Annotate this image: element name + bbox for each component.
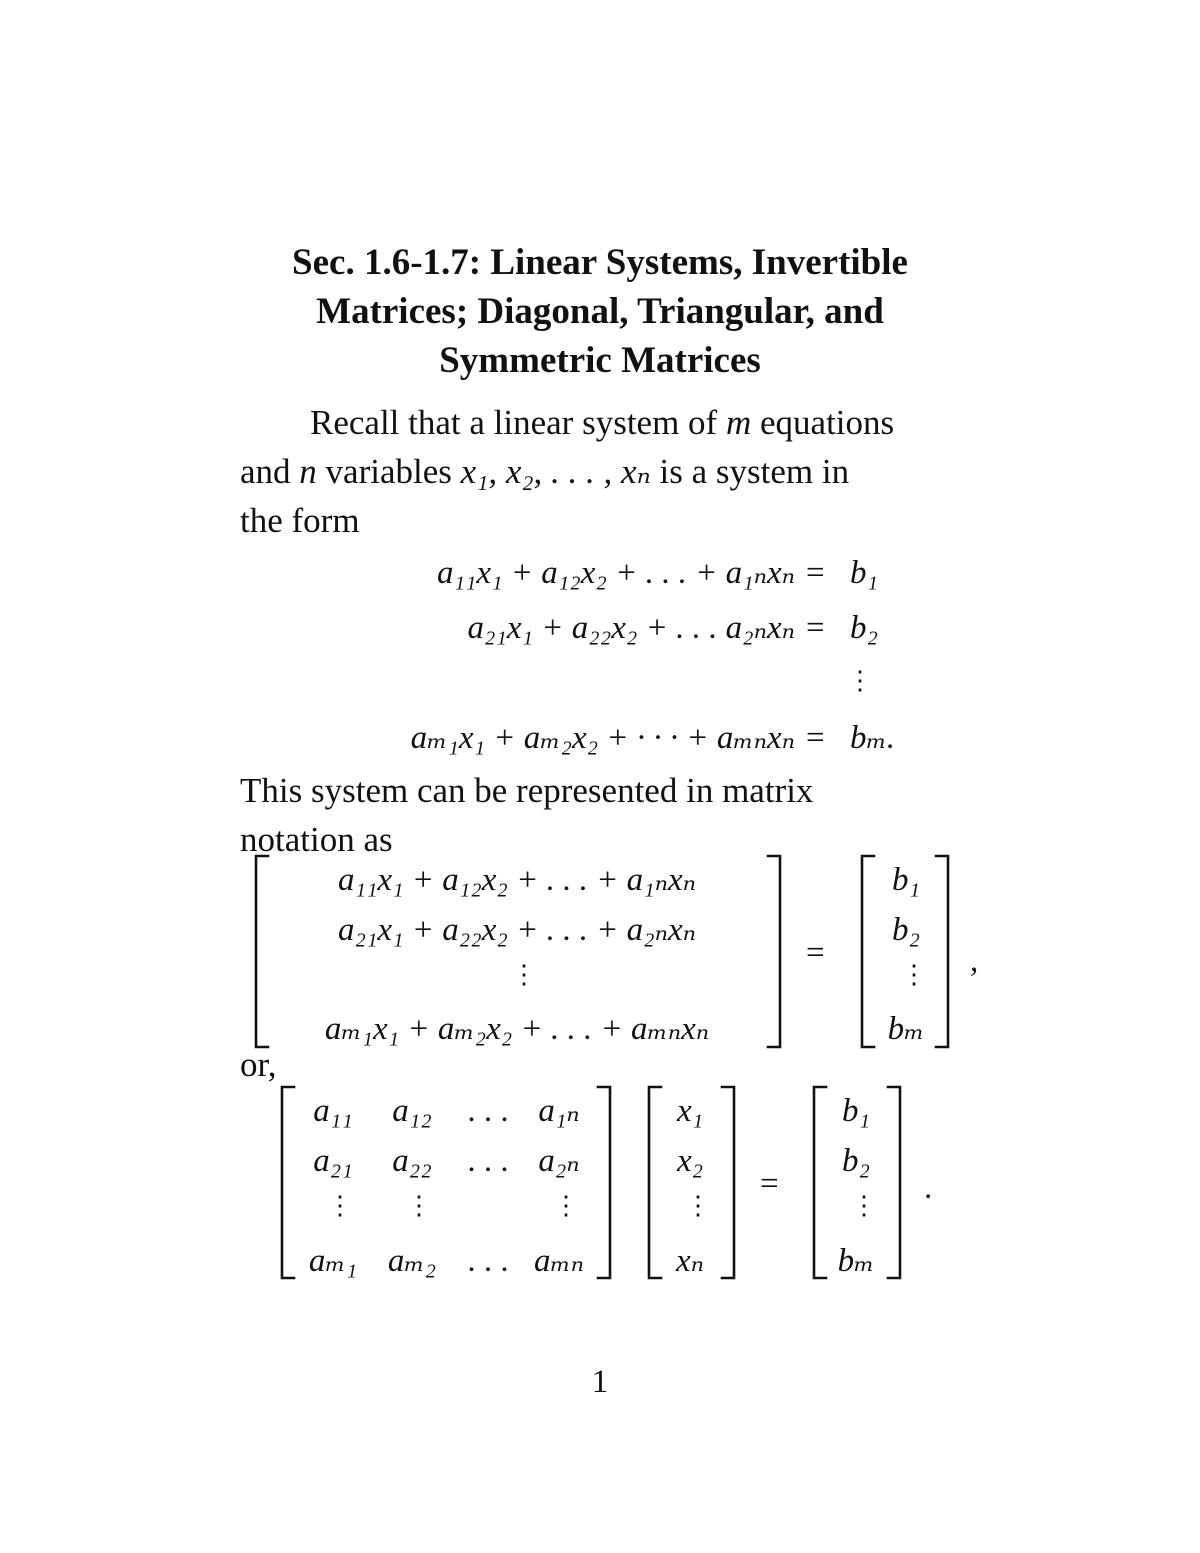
paragraph-line: notation as xyxy=(240,820,393,859)
matrix-entry-text: aₘ₁ xyxy=(308,1243,358,1279)
vertical-dots: ⋮ xyxy=(553,1191,579,1220)
vertical-dots: ⋮ xyxy=(406,1191,432,1220)
var-m: m xyxy=(725,403,752,442)
equals-sign: = xyxy=(806,555,825,591)
matrix-entry: . . . xyxy=(467,1143,509,1179)
matrix-notation-paragraph xyxy=(240,766,970,864)
left-bracket xyxy=(256,856,268,1047)
vector-entry xyxy=(677,1095,703,1128)
matrix-entry xyxy=(392,1095,431,1128)
right-bracket xyxy=(722,1087,734,1278)
matrix-row xyxy=(338,914,696,947)
vector-entry-text: b₁ xyxy=(892,862,920,898)
matrix-row-text: a₁₁x₁ + a₁₂x₂ + . . . + a₁ₙxₙ xyxy=(337,862,697,898)
matrix-entry xyxy=(538,1095,579,1128)
matrix-row-text: a₂₁x₁ + a₂₂x₂ + . . . + a₂ₙxₙ xyxy=(337,912,697,948)
equation-lhs-text: a₁₁x₁ + a₁₂x₂ + . . . + a₁ₙxₙ xyxy=(436,555,795,591)
intro-line-2 xyxy=(240,447,970,496)
vertical-dots: ⋮ xyxy=(847,666,873,695)
matrix-entry-text: a₂ₙ xyxy=(538,1143,580,1179)
vector-entry-text: xₙ xyxy=(675,1243,705,1279)
matrix-entry xyxy=(538,1145,579,1178)
paragraph-line: This system can be represented in matrix xyxy=(240,771,814,810)
matrix-row-text: aₘ₁x₁ + aₘ₂x₂ + . . . + aₘₙxₙ xyxy=(324,1011,710,1047)
matrix-entry-text: a₂₁ xyxy=(313,1143,353,1179)
equation-rhs-text: bₘ. xyxy=(850,720,895,756)
vertical-dots: ⋮ xyxy=(901,960,927,989)
section-title xyxy=(200,238,1000,385)
vector-entry xyxy=(842,1095,870,1128)
equation-rhs xyxy=(850,557,878,590)
right-bracket xyxy=(888,1087,900,1278)
left-bracket xyxy=(862,856,874,1047)
equals-sign: = xyxy=(760,1166,779,1202)
matrix-entry-text: a₁₂ xyxy=(392,1093,432,1129)
equation-rhs xyxy=(850,722,895,755)
intro-text: variables xyxy=(325,452,452,491)
vector-entry xyxy=(676,1245,704,1278)
title-line: Sec. 1.6-1.7: Linear Systems, Invertible xyxy=(292,242,908,283)
vertical-dots: ⋮ xyxy=(511,960,537,989)
equation-lhs xyxy=(411,722,795,755)
right-bracket xyxy=(768,856,780,1047)
matrix-entry-text: a₂₂ xyxy=(392,1143,432,1179)
equation-rhs xyxy=(850,612,878,645)
equals-sign: = xyxy=(806,935,825,971)
trailing-comma: , xyxy=(970,943,979,979)
equation-rhs-text: b₂ xyxy=(850,610,878,646)
variables-expression: x₁, x₂, . . . , xₙ xyxy=(460,452,651,491)
intro-text: is a system in xyxy=(659,452,850,491)
left-bracket xyxy=(814,1087,826,1278)
equals-sign: = xyxy=(806,610,825,646)
matrix-entry xyxy=(392,1145,431,1178)
vector-entry-text: b₁ xyxy=(842,1093,870,1129)
equation-rhs-text: b₁ xyxy=(850,555,878,591)
vector-entry-text: b₂ xyxy=(892,912,920,948)
vector-entry xyxy=(677,1145,703,1178)
or-label xyxy=(240,1040,970,1089)
matrix-entry: . . . xyxy=(467,1093,509,1129)
vector-entry xyxy=(892,914,920,947)
title-line: Symmetric Matrices xyxy=(439,340,761,381)
vector-entry-text: x₂ xyxy=(676,1143,704,1179)
vector-entry xyxy=(842,1145,870,1178)
vector-entry-text: bₘ xyxy=(837,1243,875,1279)
intro-text: equations xyxy=(760,403,895,442)
matrix-entry xyxy=(388,1245,436,1278)
vector-entry xyxy=(892,864,920,897)
right-bracket xyxy=(598,1087,610,1278)
equation-lhs-text: a₂₁x₁ + a₂₂x₂ + . . . a₂ₙxₙ xyxy=(467,610,795,646)
vector-entry-text: x₁ xyxy=(676,1093,704,1129)
matrix-entry-text: a₁₁ xyxy=(313,1093,353,1129)
var-n: n xyxy=(299,452,317,491)
left-bracket xyxy=(282,1087,294,1278)
page-number: 1 xyxy=(591,1364,609,1400)
matrix-entry-text: a₁ₙ xyxy=(538,1093,580,1129)
right-bracket xyxy=(936,856,948,1047)
trailing-period: . xyxy=(924,1170,933,1206)
vector-entry-text: b₂ xyxy=(842,1143,870,1179)
vertical-dots: ⋮ xyxy=(685,1191,711,1220)
title-line: Matrices; Diagonal, Triangular, and xyxy=(316,291,884,332)
matrix-entry xyxy=(309,1245,357,1278)
intro-text: and xyxy=(240,452,291,491)
matrix-entry xyxy=(313,1095,352,1128)
vector-entry xyxy=(838,1245,875,1278)
matrix-row xyxy=(338,864,696,897)
matrix-entry-text: aₘ₂ xyxy=(387,1243,437,1279)
equation-lhs-text: aₘ₁x₁ + aₘ₂x₂ + · · · + aₘₙxₙ xyxy=(410,720,795,756)
matrix-entry: . . . xyxy=(467,1243,509,1279)
matrix-entry xyxy=(313,1145,352,1178)
vertical-dots: ⋮ xyxy=(327,1191,353,1220)
equation-lhs xyxy=(467,612,795,645)
or-text: or, xyxy=(240,1045,277,1084)
equation-lhs xyxy=(437,557,795,590)
vector-entry-text: bₘ xyxy=(887,1011,925,1047)
intro-line-3: the form xyxy=(240,501,360,540)
matrix-entry-text: aₘₙ xyxy=(533,1243,585,1279)
intro-line-1 xyxy=(240,398,970,447)
intro-text: Recall that a linear system of xyxy=(310,403,718,442)
intro-paragraph xyxy=(240,398,970,545)
equals-sign: = xyxy=(806,720,825,756)
left-bracket xyxy=(649,1087,661,1278)
vertical-dots: ⋮ xyxy=(851,1191,877,1220)
matrix-entry xyxy=(534,1245,584,1278)
